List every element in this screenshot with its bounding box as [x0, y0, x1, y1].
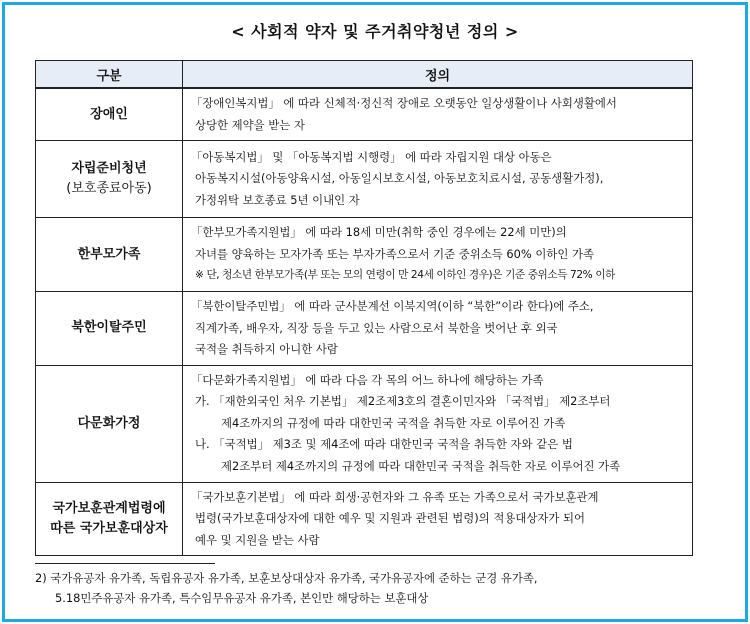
row-definition — [183, 292, 693, 366]
row-definition — [183, 88, 693, 141]
row-category: 북한이탈주민 — [36, 292, 183, 366]
definition-line: 「아동복지법」 및 「아동복지법 시행령」 에 따라 자립지원 대상 아동은 — [191, 149, 552, 164]
definition-line: 가정위탁 보호종료 5년 이내인 자 — [195, 192, 360, 207]
definition-line: 국적을 취득하지 아니한 사람 — [195, 342, 338, 356]
footnote-line: 5.18민주유공자 유가족, 특수임무유공자 유가족, 본인만 해당하는 보훈대상 — [55, 591, 429, 605]
definition-line: 「국가보훈기본법」 에 따라 희생·공헌자와 그 유족 또는 가족으로서 국가보훈관계 — [191, 489, 599, 504]
definition-line: 제2조부터 제4조까지의 규정에 따라 대한민국 국적을 취득한 자로 이루어진 가족 — [221, 458, 621, 473]
row-category: 한부모가족 — [36, 218, 183, 292]
row-category: 장애인 — [36, 88, 183, 141]
definition-line: 「한부모가족지원법」 에 따라 18세 미만(취학 중인 경우에는 22세 미만)의 — [191, 225, 567, 240]
row-category — [36, 482, 183, 556]
definition-table — [35, 60, 693, 556]
header-definition: 정의 — [183, 61, 693, 89]
row-category — [36, 141, 183, 218]
definition-line: 「다문화가족지원법」 에 따라 다음 각 목의 어느 하나에 해당하는 가족 — [191, 372, 544, 387]
row-definition — [183, 482, 693, 556]
definition-line: 「북한이탈주민법」 에 따라 군사분계선 이북지역(이하 “북한”이라 한다)에 주소, — [191, 299, 594, 313]
footnote — [35, 568, 538, 608]
definition-line: 상당한 제약을 받는 자 — [195, 117, 305, 132]
row-definition — [183, 141, 693, 218]
definition-line: 예우 및 지원을 받는 사람 — [195, 532, 320, 547]
table-row — [36, 292, 693, 366]
definition-line: 자녀를 양육하는 모자가족 또는 부자가족으로서 기준 중위소득 60% 이하인 가족 — [195, 246, 595, 261]
row-category: 다문화가정 — [36, 365, 183, 482]
table-row — [36, 365, 693, 482]
footnote-line: 2) 국가유공자 유가족, 독립유공자 유가족, 보훈보상대상자 유가족, 국가유공자에 준하는 군경 유가족, — [35, 571, 538, 585]
row-definition — [183, 218, 693, 292]
footnote-divider — [35, 563, 215, 564]
definition-note: ※ 단, 청소년 한부모가족(부 또는 모의 연령이 만 24세 이하인 경우)은 기준 중위소득 72% 이하 — [195, 269, 615, 282]
category-sublabel: (보호종료아동) — [66, 181, 152, 196]
definition-line: 「장애인복지법」 에 따라 신체적·정신적 장애로 오랫동안 일상생활이나 사회생활에서 — [191, 96, 617, 110]
category-label: 자립준비청년 — [71, 161, 147, 176]
table-header-row — [36, 61, 693, 89]
page-title: < 사회적 약자 및 주거취약청년 정의 > — [231, 22, 519, 41]
table-row — [36, 218, 693, 292]
definition-item: 가. 「재한외국인 처우 기본법」 제2조제3호의 결혼이민자와 「국적법」 제2조부터 — [195, 394, 611, 409]
table-row — [36, 88, 693, 141]
definition-item: 나. 「국적법」 제3조 및 제4조에 따라 대한민국 국적을 취득한 자와 같은 법 — [195, 437, 573, 452]
table-row — [36, 141, 693, 218]
category-label-line2: 따른 국가보훈대상자 — [50, 520, 168, 536]
definition-line: 제4조까지의 규정에 따라 대한민국 국적을 취득한 자로 이루어진 가족 — [221, 415, 566, 430]
table-row — [36, 482, 693, 556]
category-label: 국가보훈관계법령에 — [52, 500, 166, 516]
row-definition — [183, 365, 693, 482]
definition-line: 아동복지시설(아동양육시설, 아동일시보호시설, 아동보호치료시설, 공동생활가정), — [195, 171, 604, 186]
definition-line: 법령(국가보훈대상자에 대한 예우 및 지원과 관련된 법령)의 적용대상자가 되어 — [195, 511, 585, 525]
header-category: 구분 — [36, 61, 183, 89]
definition-line: 직계가족, 배우자, 직장 등을 두고 있는 사람으로서 북한을 벗어난 후 외국 — [195, 320, 558, 335]
